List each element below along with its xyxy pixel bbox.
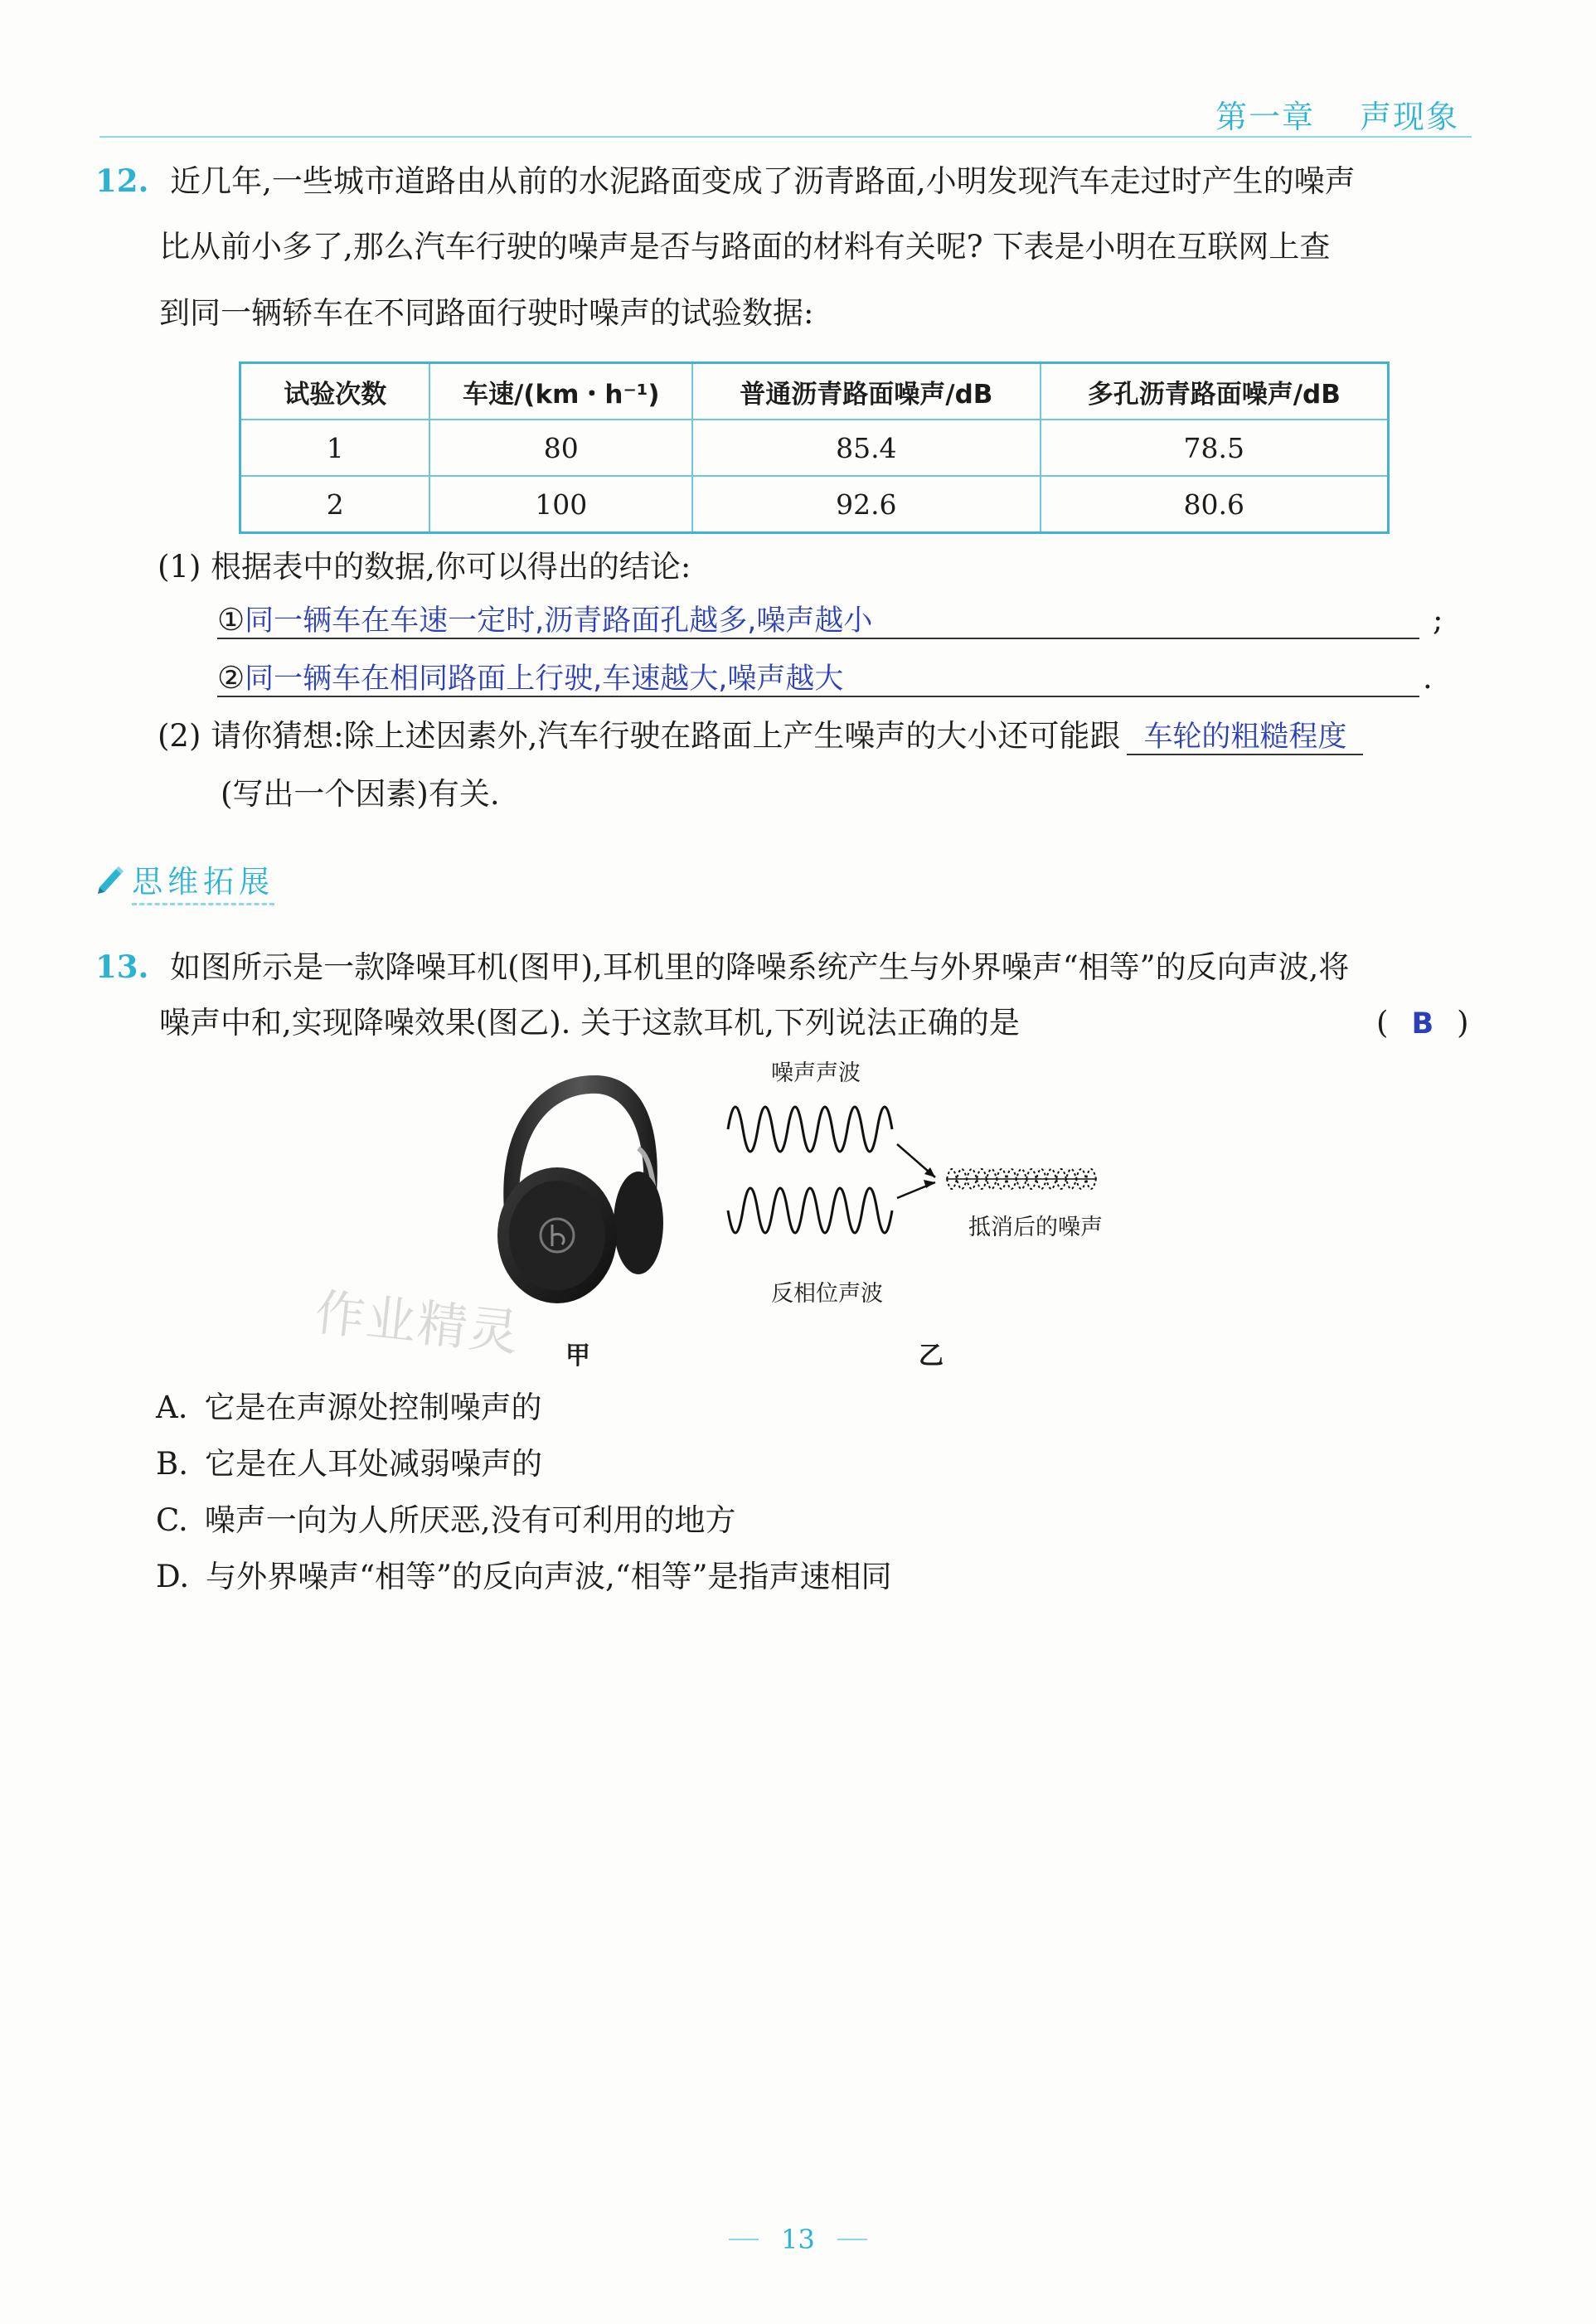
table-header-cell: 多孔沥青路面噪声/dB: [1041, 363, 1389, 420]
option-c: [156, 1504, 736, 1537]
option-letter: D.: [156, 1559, 190, 1594]
watermark-logo: 作业精灵: [312, 1283, 523, 1363]
answer1-mark: ①: [217, 602, 245, 638]
q13-answer-bracket: [1376, 1007, 1469, 1041]
option-d: [156, 1560, 892, 1594]
option-a: [156, 1391, 541, 1424]
noise-data-table: [239, 361, 1390, 534]
figure-label-b: 乙: [919, 1342, 944, 1371]
answer1-blank: [217, 604, 1419, 639]
q12-part2-row: [158, 720, 1363, 755]
table-cell: 80.6: [1041, 476, 1389, 533]
q12-text1: 近几年,一些城市道路由从前的水泥路面变成了沥青路面,小明发现汽车走过时产生的噪声: [170, 163, 1356, 199]
option-text: 它是在人耳处减弱噪声的: [204, 1446, 542, 1482]
table-header-cell: 车速/(km・h⁻¹): [429, 363, 692, 420]
option-letter: C.: [156, 1502, 188, 1538]
option-text: 噪声一向为人所厌恶,没有可利用的地方: [204, 1502, 736, 1538]
q12-line3: 到同一辆轿车在不同路面行驶时噪声的试验数据:: [159, 295, 814, 331]
section-title: 思维拓展: [132, 864, 274, 905]
noise-wave-line: [728, 1107, 892, 1152]
table-row: [240, 476, 1389, 533]
footer-dash: [729, 2239, 759, 2240]
table-header-cell: 试验次数: [240, 363, 430, 420]
table-cell: 85.4: [692, 420, 1040, 476]
chapter-header: [1215, 91, 1459, 137]
table-cell: 80: [429, 420, 692, 476]
option-text: 与外界噪声“相等”的反向声波,“相等”是指声速相同: [206, 1559, 892, 1594]
option-letter: A.: [156, 1390, 188, 1425]
anti-wave-line: [728, 1188, 892, 1233]
answer3-blank: [1127, 720, 1363, 755]
q12-part1-prompt: (1) 根据表中的数据,你可以得出的结论:: [158, 549, 691, 585]
section-heading: [95, 856, 274, 901]
q12-part2-end: (写出一个因素)有关.: [221, 776, 500, 812]
q12-line1: [95, 164, 1356, 198]
answer2-mark: ②: [217, 660, 245, 696]
page-footer: [0, 2224, 1596, 2255]
q12-answer1-row: [217, 604, 1443, 639]
answer1-end: ;: [1433, 602, 1443, 638]
chapter-topic: 声现象: [1359, 99, 1459, 135]
option-letter: B.: [156, 1446, 188, 1482]
table-header-cell: 普通沥青路面噪声/dB: [692, 363, 1040, 420]
answer3-text: 车轮的粗糙程度: [1143, 720, 1347, 754]
table-row: [240, 420, 1389, 476]
table-header-row: [240, 363, 1389, 420]
option-text: 它是在声源处控制噪声的: [204, 1390, 542, 1425]
answer2-text: 同一辆车在相同路面上行驶,车速越大,噪声越大: [245, 662, 844, 696]
q12-answer2-row: [217, 662, 1433, 697]
table-cell: 2: [240, 476, 430, 533]
answer1-text: 同一辆车在车速一定时,沥青路面孔越多,噪声越小: [245, 604, 873, 638]
q12-line2: 比从前小多了,那么汽车行驶的噪声是否与路面的材料有关呢? 下表是小明在互联网上查: [159, 229, 1331, 264]
paren-open: (: [1376, 1005, 1389, 1041]
footer-dash: [837, 2239, 867, 2240]
chapter-label: 第一章: [1215, 99, 1315, 135]
table-cell: 1: [240, 420, 430, 476]
figure-label-a: 甲: [565, 1342, 590, 1371]
paren-close: ): [1457, 1005, 1469, 1041]
table-cell: 78.5: [1041, 420, 1389, 476]
pencil-icon: [95, 862, 128, 895]
answer2-blank: [217, 662, 1419, 697]
page-number: 13: [781, 2224, 815, 2255]
wave-cancellation-diagram: [713, 1078, 1144, 1277]
table-cell: 100: [429, 476, 692, 533]
q13-text1: 如图所示是一款降噪耳机(图甲),耳机里的降噪系统产生与外界噪声“相等”的反向声波,将: [170, 949, 1350, 985]
q13-line1: [95, 950, 1349, 984]
q12-part2-prompt: (2) 请你猜想:除上述因素外,汽车行驶在路面上产生噪声的大小还可能跟: [158, 718, 1121, 754]
cancelled-noise-label: 抵消后的噪声: [968, 1215, 1103, 1240]
q12-number: 12.: [95, 163, 149, 199]
headphones-illustration: [481, 1065, 672, 1314]
q13-number: 13.: [95, 949, 149, 985]
q13-line2: 噪声中和,实现降噪效果(图乙). 关于这款耳机,下列说法正确的是: [159, 1005, 1020, 1041]
noise-wave-label: 噪声声波: [771, 1060, 861, 1086]
answer2-end: .: [1423, 660, 1433, 696]
header-rule: [99, 136, 1472, 138]
option-b: [156, 1448, 542, 1481]
anti-wave-label: 反相位声波: [771, 1281, 883, 1307]
table-cell: 92.6: [692, 476, 1040, 533]
q13-answer: B: [1411, 1007, 1434, 1041]
